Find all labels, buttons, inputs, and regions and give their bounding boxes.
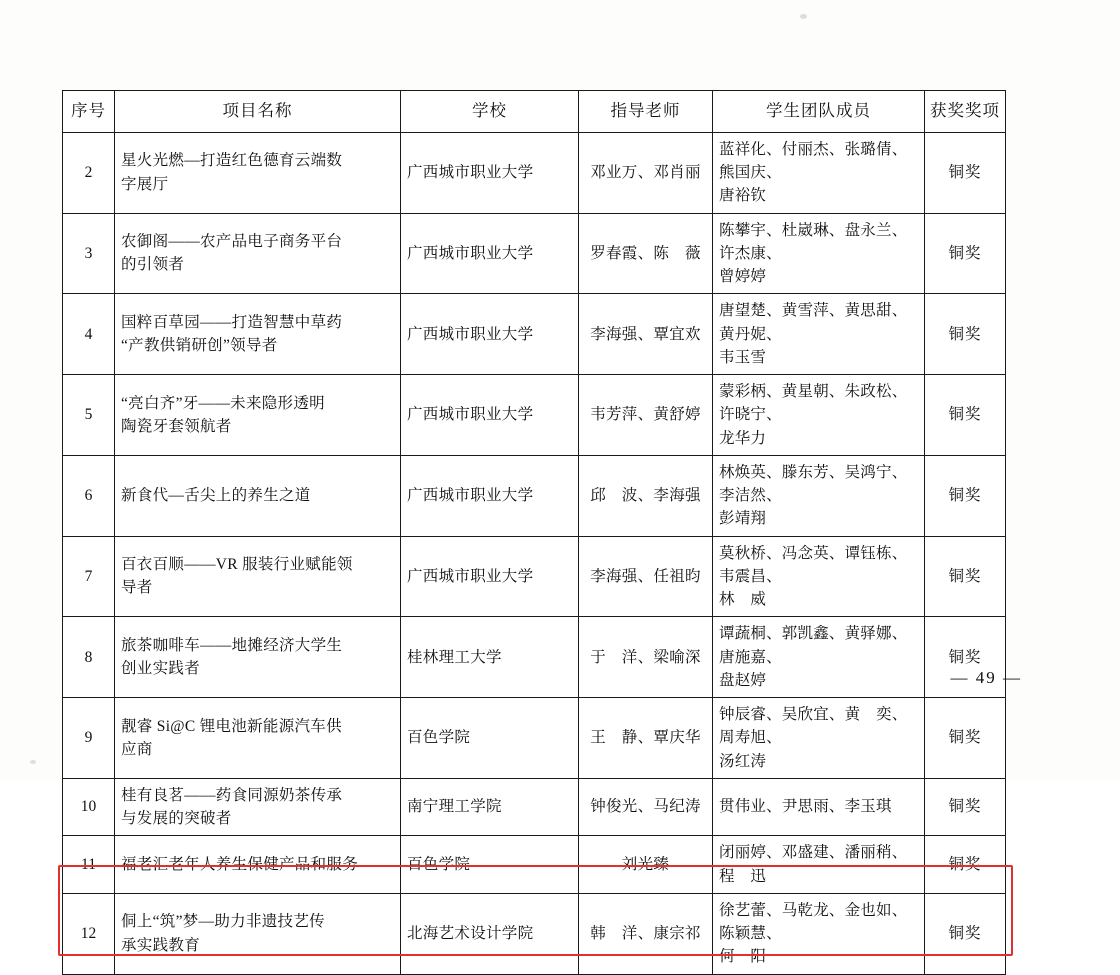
column-header-project-name: 项目名称 (115, 91, 401, 133)
cell-teacher: 刘光臻 (579, 836, 713, 894)
cell-seq: 4 (63, 294, 115, 375)
table-row (63, 617, 1006, 698)
table-row (63, 375, 1006, 456)
cell-teacher: 罗春霞、陈 薇 (579, 213, 713, 294)
cell-teacher: 王 静、覃庆华 (579, 698, 713, 779)
cell-members: 莫秋桥、冯念英、谭钰栋、韦震昌、 林 威 (713, 536, 925, 617)
cell-project-name: 农御阁——农产品电子商务平台 的引领者 (115, 213, 401, 294)
cell-award: 铜奖 (925, 213, 1006, 294)
cell-award: 铜奖 (925, 836, 1006, 894)
column-header-members: 学生团队成员 (713, 91, 925, 133)
cell-school: 广西城市职业大学 (401, 536, 579, 617)
table-header-row (63, 91, 1006, 133)
cell-award: 铜奖 (925, 617, 1006, 698)
table-row (63, 836, 1006, 894)
cell-school: 广西城市职业大学 (401, 213, 579, 294)
page-number: — 49 — (950, 668, 1022, 687)
cell-project-name: 星火光燃—打造红色德育云端数 字展厅 (115, 132, 401, 213)
cell-award: 铜奖 (925, 698, 1006, 779)
cell-teacher: 李海强、任祖昀 (579, 536, 713, 617)
cell-teacher: 邓业万、邓肖丽 (579, 132, 713, 213)
table-header (63, 91, 1006, 133)
cell-members: 徐艺蕾、马乾龙、金也如、陈颖慧、 何 阳 (713, 893, 925, 974)
cell-members: 蒙彩柄、黄星朝、朱政松、许晓宁、 龙华力 (713, 375, 925, 456)
table-row (63, 893, 1006, 974)
cell-seq: 2 (63, 132, 115, 213)
cell-school: 广西城市职业大学 (401, 455, 579, 536)
cell-members: 唐望楚、黄雪萍、黄思甜、黄丹妮、 韦玉雪 (713, 294, 925, 375)
scan-speck (800, 14, 807, 19)
cell-school: 北海艺术设计学院 (401, 893, 579, 974)
cell-school: 广西城市职业大学 (401, 132, 579, 213)
cell-members: 贯伟业、尹思雨、李玉琪 (713, 778, 925, 836)
cell-seq: 12 (63, 893, 115, 974)
cell-school: 百色学院 (401, 698, 579, 779)
table-row (63, 213, 1006, 294)
scan-speck (30, 760, 36, 764)
cell-school: 桂林理工大学 (401, 617, 579, 698)
table-row (63, 536, 1006, 617)
column-header-seq: 序号 (63, 91, 115, 133)
cell-award: 铜奖 (925, 536, 1006, 617)
cell-project-name: 福老汇老年人养生保健产品和服务 (115, 836, 401, 894)
table-row (63, 778, 1006, 836)
table-row (63, 698, 1006, 779)
cell-project-name: 国粹百草园——打造智慧中草药 “产教供销研创”领导者 (115, 294, 401, 375)
table-body (63, 132, 1006, 974)
cell-project-name: 新食代—舌尖上的养生之道 (115, 455, 401, 536)
cell-seq: 11 (63, 836, 115, 894)
cell-award: 铜奖 (925, 294, 1006, 375)
column-header-teacher: 指导老师 (579, 91, 713, 133)
cell-members: 闭丽婷、邓盛建、潘丽稍、程 迅 (713, 836, 925, 894)
column-header-award: 获奖奖项 (925, 91, 1006, 133)
cell-seq: 5 (63, 375, 115, 456)
cell-seq: 3 (63, 213, 115, 294)
cell-teacher: 韦芳萍、黄舒婷 (579, 375, 713, 456)
cell-teacher: 韩 洋、康宗祁 (579, 893, 713, 974)
cell-project-name: 桂有良茗——药食同源奶茶传承 与发展的突破者 (115, 778, 401, 836)
cell-members: 陈攀宇、杜崴琳、盘永兰、许杰康、 曾婷婷 (713, 213, 925, 294)
table-row (63, 294, 1006, 375)
cell-school: 广西城市职业大学 (401, 375, 579, 456)
cell-project-name: 百衣百顺——VR 服装行业赋能领 导者 (115, 536, 401, 617)
cell-teacher: 于 洋、梁喻深 (579, 617, 713, 698)
cell-seq: 9 (63, 698, 115, 779)
cell-members: 钟辰睿、吴欣宜、黄 奕、周寿旭、 汤红涛 (713, 698, 925, 779)
cell-project-name: 靓睿 Si@C 锂电池新能源汽车供 应商 (115, 698, 401, 779)
cell-seq: 7 (63, 536, 115, 617)
cell-school: 百色学院 (401, 836, 579, 894)
award-table-container (62, 90, 1005, 975)
cell-teacher: 钟俊光、马纪涛 (579, 778, 713, 836)
cell-members: 谭蔬桐、郭凯鑫、黄驿娜、唐施嘉、 盘赵婷 (713, 617, 925, 698)
cell-seq: 10 (63, 778, 115, 836)
cell-award: 铜奖 (925, 375, 1006, 456)
cell-project-name: 旅茶咖啡车——地摊经济大学生 创业实践者 (115, 617, 401, 698)
cell-members: 林焕英、滕东芳、吴鸿宁、李洁然、 彭靖翔 (713, 455, 925, 536)
cell-school: 广西城市职业大学 (401, 294, 579, 375)
cell-award: 铜奖 (925, 893, 1006, 974)
cell-teacher: 邱 波、李海强 (579, 455, 713, 536)
cell-award: 铜奖 (925, 778, 1006, 836)
cell-members: 蓝祥化、付丽杰、张璐倩、熊国庆、 唐裕钦 (713, 132, 925, 213)
award-table (62, 90, 1006, 975)
cell-teacher: 李海强、覃宜欢 (579, 294, 713, 375)
table-row (63, 455, 1006, 536)
cell-award: 铜奖 (925, 455, 1006, 536)
column-header-school: 学校 (401, 91, 579, 133)
cell-seq: 6 (63, 455, 115, 536)
cell-school: 南宁理工学院 (401, 778, 579, 836)
cell-seq: 8 (63, 617, 115, 698)
cell-award: 铜奖 (925, 132, 1006, 213)
cell-project-name: 侗上“筑”梦—助力非遗技艺传 承实践教育 (115, 893, 401, 974)
table-row (63, 132, 1006, 213)
cell-project-name: “亮白齐”牙——未来隐形透明 陶瓷牙套领航者 (115, 375, 401, 456)
